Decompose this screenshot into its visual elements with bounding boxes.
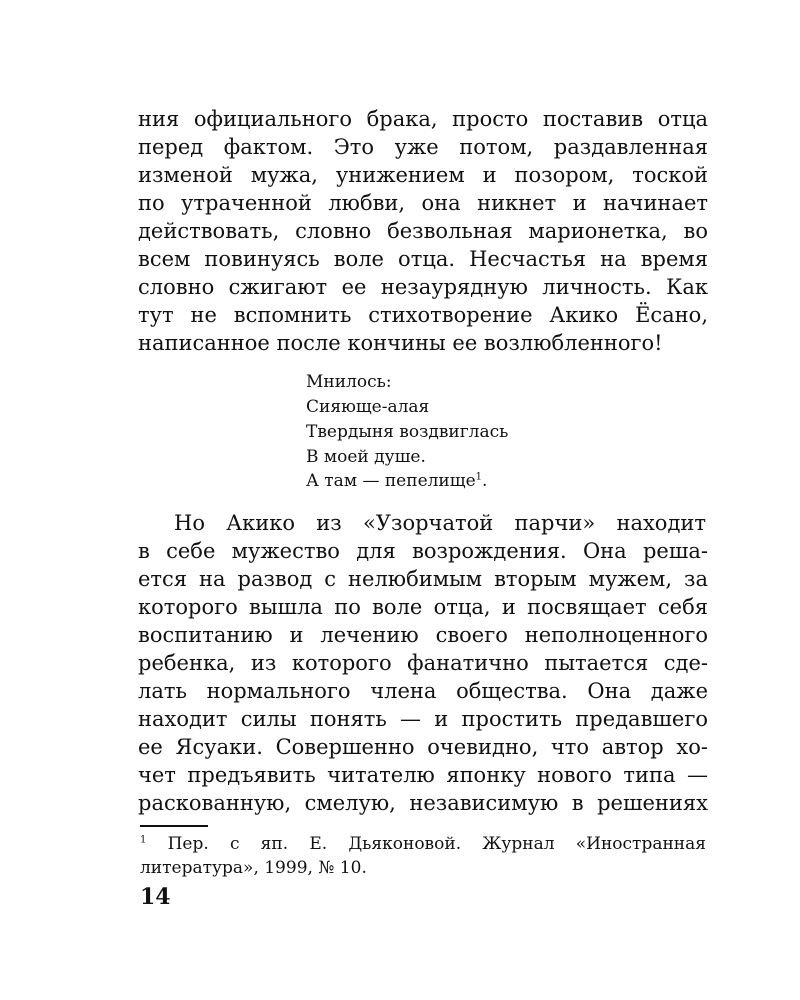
paragraph-line: по утраченной любви, она никнет и начинает: [138, 191, 708, 215]
paragraph-line: тут не вспомнить стихотворение Акико Ёсано,: [138, 303, 708, 327]
paragraph-line: всем повинуясь воле отца. Несчастья на время: [138, 247, 708, 271]
paragraph-line: чет предъявить читателю японку нового типа —: [138, 763, 708, 787]
poem-line: В моей душе.: [306, 447, 426, 467]
page-number: 14: [140, 884, 171, 910]
poem-text: А там — пепелище: [306, 471, 476, 491]
paragraph-line: перед фактом. Это уже потом, раздавленная: [138, 135, 708, 159]
paragraph-line: ее Ясуаки. Совершенно очевидно, что автор хо-: [138, 735, 708, 759]
paragraph-line: Но Акико из «Узорчатой парчи» находит: [174, 511, 706, 535]
footnote-marker: 1: [140, 834, 147, 846]
footnote-divider: [140, 825, 208, 827]
paragraph-line: ется на развод с нелюбимым вторым мужем, за: [138, 567, 708, 591]
footnote-line: литература», 1999, № 10.: [140, 858, 367, 878]
paragraph-line: которого вышла по воле отца, и посвящает себя: [138, 595, 708, 619]
paragraph-line: словно сжигают ее незаурядную личность. Как: [138, 275, 708, 299]
poem-line: Мнилось:: [306, 372, 392, 392]
footnote-text: Пер. с яп. Е. Дьяконовой. Журнал «Иностранная: [167, 834, 706, 854]
paragraph-line: действовать, словно безвольная марионетка, во: [138, 219, 708, 243]
poem-line: Сияюще-алая: [306, 397, 430, 417]
paragraph-line: ния официального брака, просто поставив отца: [138, 107, 708, 131]
paragraph-line: ребенка, из которого фанатично пытается сде-: [138, 651, 708, 675]
footnote-ref: 1: [475, 471, 483, 483]
paragraph-line: изменой мужа, унижением и позором, тоской: [138, 163, 708, 187]
paragraph-line: находит силы понять — и простить предавшего: [138, 707, 708, 731]
footnote-line: [140, 832, 706, 856]
poem-line: Твердыня воздвиглась: [306, 422, 509, 442]
paragraph-line: лать нормального члена общества. Она даже: [138, 679, 708, 703]
paragraph-line: воспитанию и лечению своего неполноценного: [138, 623, 708, 647]
poem-line-last: А там — пепелище$^1$.: [306, 471, 488, 491]
paragraph-line: в себе мужество для возрождения. Она реша-: [138, 539, 708, 563]
paragraph-line: раскованную, смелую, независимую в решениях: [138, 791, 708, 815]
paragraph-line: написанное после кончины ее возлюбленного!: [138, 331, 663, 355]
